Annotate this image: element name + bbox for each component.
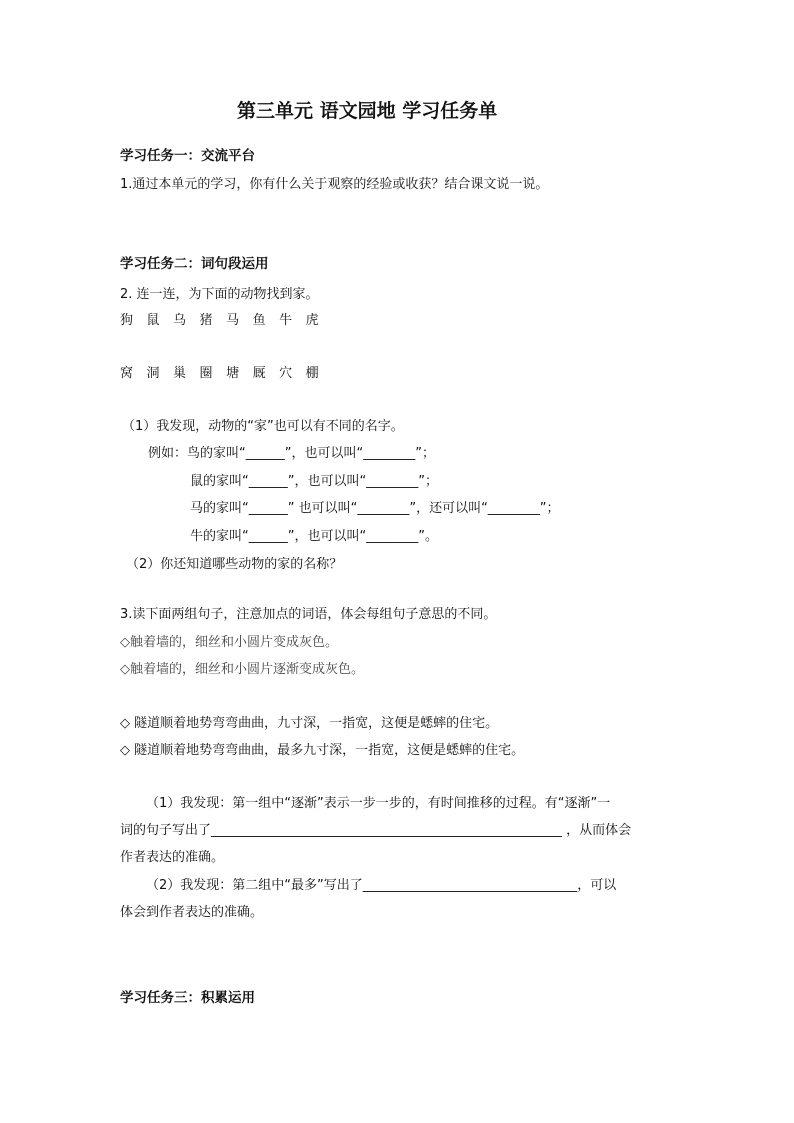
animal-char: 牛	[279, 313, 293, 328]
task2-heading: 学习任务二：词句段运用	[120, 256, 269, 272]
animal-char: 马	[226, 313, 240, 328]
question-2: 2. 连一连，为下面的动物找到家。	[120, 287, 319, 302]
sentence-2: ◇触着墙的，细丝和小圆片逐渐变成灰色。	[120, 662, 364, 677]
home-char: 塘	[226, 366, 240, 381]
sentence-4: ◇ 隧道顺着地势弯弯曲曲，最多九寸深，一指宽，这便是蟋蟀的住宅。	[120, 743, 525, 758]
home-char: 窝	[120, 366, 134, 381]
subquestion-2: （2）你还知道哪些动物的家的名称？	[126, 557, 343, 572]
animal-row	[120, 313, 332, 329]
home-row	[120, 366, 332, 382]
example-line-bird: 例如：鸟的家叫“______”，也可以叫“________”；	[148, 446, 435, 461]
subquestion-1: （1）我发现，动物的“家”也可以有不同的名字。	[122, 419, 404, 434]
question-1: 1.通过本单元的学习，你有什么关于观察的经验或收获？结合课文说一说。	[120, 177, 549, 192]
animal-char: 乌	[173, 313, 187, 328]
sentence-3: ◇ 隧道顺着地势弯弯曲曲，九寸深，一指宽，这便是蟋蟀的住宅。	[120, 716, 499, 731]
task3-heading: 学习任务三：积累运用	[120, 990, 255, 1006]
finding-1-line-2: 词的句子写出了______________________________________________________ ，从而体会	[120, 823, 632, 838]
finding-1-line-1: （1）我发现：第一组中“逐渐”表示一步一步的，有时间推移的过程。有“逐渐”一	[146, 796, 611, 811]
task1-heading: 学习任务一：交流平台	[120, 148, 255, 164]
home-char: 穴	[279, 366, 293, 381]
animal-char: 鼠	[146, 313, 160, 328]
example-line-cow: 牛的家叫“______”，也可以叫“________”。	[190, 529, 438, 544]
finding-1-line-3: 作者表达的准确。	[120, 850, 225, 865]
page-title: 第三单元 语文园地 学习任务单	[237, 100, 498, 122]
animal-char: 猪	[199, 313, 213, 328]
home-char: 洞	[146, 366, 160, 381]
home-char: 厩	[252, 366, 266, 381]
finding-2-line-1: （2）我发现：第二组中“最多”写出了_________________________________，可以	[146, 878, 617, 893]
finding-2-line-2: 体会到作者表达的准确。	[120, 905, 264, 920]
animal-char: 狗	[120, 313, 134, 328]
example-line-mouse: 鼠的家叫“______”，也可以叫“________”；	[190, 474, 438, 489]
sentence-1: ◇触着墙的，细丝和小圆片变成灰色。	[120, 635, 338, 650]
example-line-horse: 马的家叫“______” 也可以叫“________”，还可以叫“________”；	[190, 501, 560, 516]
home-char: 巢	[173, 366, 187, 381]
animal-char: 虎	[305, 313, 319, 328]
home-char: 棚	[305, 366, 319, 381]
animal-char: 鱼	[252, 313, 266, 328]
question-3: 3.读下面两组句子，注意加点的词语，体会每组句子意思的不同。	[120, 607, 497, 622]
home-char: 圈	[199, 366, 213, 381]
